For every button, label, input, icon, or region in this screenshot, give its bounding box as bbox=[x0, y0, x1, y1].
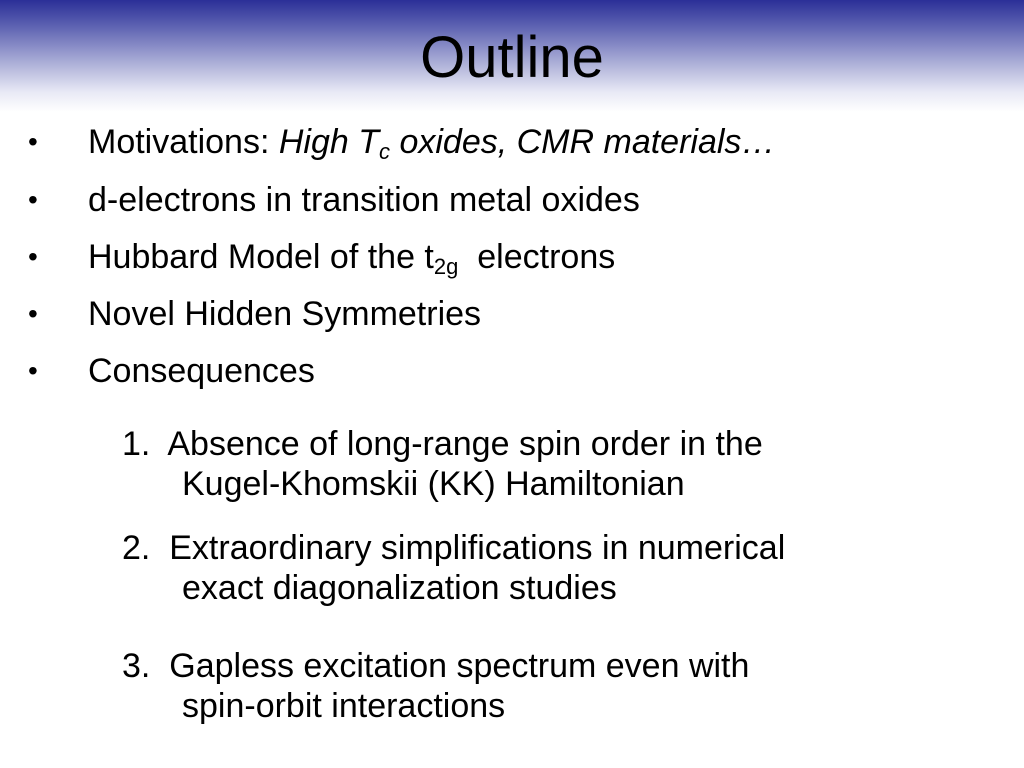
bullet-marker: • bbox=[28, 184, 38, 215]
slide-title: Outline bbox=[420, 25, 604, 90]
bullet-subscript: 2g bbox=[433, 254, 459, 279]
bullet-prefix: Motivations: bbox=[88, 123, 279, 161]
consequence-item-3 bbox=[122, 646, 749, 726]
bullet-prefix: Hubbard Model of the t bbox=[88, 238, 434, 276]
bullet-marker: • bbox=[28, 298, 38, 329]
bullet-text: Consequences bbox=[88, 352, 315, 390]
consequence-line-1: 3. Gapless excitation spectrum even with bbox=[122, 647, 750, 685]
bullet-text bbox=[88, 233, 615, 281]
consequence-line-1: 2. Extraordinary simplifications in numerical bbox=[122, 529, 786, 567]
bullet-italic-a: High T bbox=[278, 123, 379, 161]
bullet-italic-b: oxides, CMR materials… bbox=[390, 123, 776, 161]
bullet-text: d-electrons in transition metal oxides bbox=[88, 181, 640, 219]
bullet-marker: • bbox=[28, 126, 38, 157]
consequence-line-2: Kugel-Khomskii (KK) Hamiltonian bbox=[182, 465, 685, 503]
bullet-subscript: c bbox=[379, 139, 390, 164]
consequence-line-2: exact diagonalization studies bbox=[182, 569, 617, 607]
bullet-text bbox=[88, 118, 775, 166]
consequence-item-1 bbox=[122, 424, 763, 504]
bullet-marker: • bbox=[28, 355, 38, 386]
consequence-item-2 bbox=[122, 528, 785, 608]
bullet-suffix: electrons bbox=[458, 238, 616, 276]
bullet-marker: • bbox=[28, 241, 38, 272]
consequence-line-1: 1. Absence of long-range spin order in the bbox=[122, 425, 763, 463]
consequence-line-2: spin-orbit interactions bbox=[182, 687, 506, 725]
bullet-text: Novel Hidden Symmetries bbox=[88, 295, 482, 333]
